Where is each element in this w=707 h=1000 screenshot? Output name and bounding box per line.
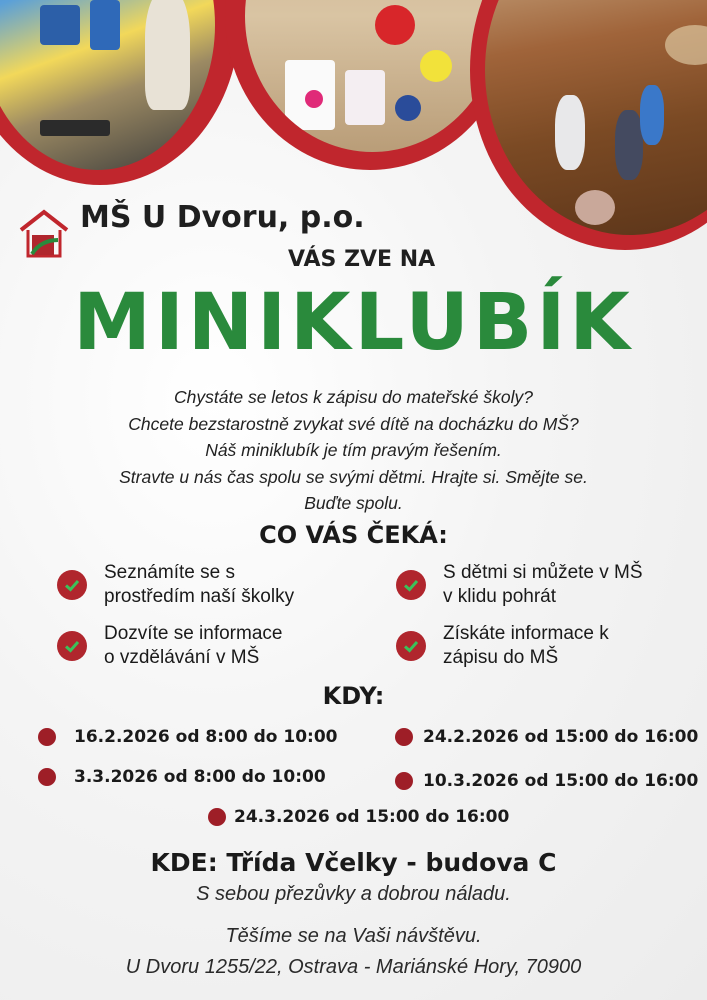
- feature-line: Získáte informace k: [443, 623, 609, 644]
- intro-line: Chystáte se letos k zápisu do mateřské školy?: [174, 387, 533, 407]
- feature-line: o vzdělávání v MŠ: [104, 647, 260, 668]
- location-heading: KDE: Třída Včelky - budova C: [150, 848, 557, 877]
- dot-icon: [38, 768, 56, 786]
- section-heading-when: KDY:: [322, 682, 385, 710]
- feature-item: [396, 561, 643, 609]
- org-name: MŠ U Dvoru, p.o.: [80, 200, 365, 235]
- feature-item: [57, 561, 294, 609]
- feature-item: [57, 622, 282, 670]
- date-item: [395, 771, 698, 791]
- date-text: 3.3.2026 od 8:00 do 10:00: [74, 767, 326, 787]
- date-item: [395, 727, 698, 747]
- date-item: [38, 767, 326, 787]
- intro-line: Stravte u nás čas spolu se svými dětmi. Hrajte si. Smějte se.: [119, 466, 588, 487]
- house-logo-icon: [18, 208, 70, 260]
- check-circle-icon: [57, 631, 87, 661]
- feature-line: S dětmi si můžete v MŠ: [443, 562, 643, 583]
- event-title: MINIKLUBÍK: [73, 278, 634, 368]
- section-heading-what: CO VÁS ČEKÁ:: [259, 521, 448, 549]
- date-text: 10.3.2026 od 15:00 do 16:00: [423, 771, 699, 791]
- feature-line: Seznámíte se s: [104, 562, 235, 583]
- bring-note: S sebou přezůvky a dobrou náladu.: [196, 883, 511, 905]
- intro-line: Buďte spolu.: [304, 493, 403, 513]
- dot-icon: [395, 728, 413, 746]
- check-circle-icon: [396, 570, 426, 600]
- closing-note: Těšíme se na Vaši návštěvu.: [225, 925, 482, 947]
- date-item: [38, 727, 337, 747]
- date-text: 24.3.2026 od 15:00 do 16:00: [234, 807, 510, 827]
- check-circle-icon: [57, 570, 87, 600]
- feature-line: Dozvíte se informace: [104, 623, 283, 644]
- date-text: 24.2.2026 od 15:00 do 16:00: [423, 727, 699, 747]
- feature-line: prostředím naší školky: [104, 586, 295, 607]
- dot-icon: [395, 772, 413, 790]
- dot-icon: [208, 808, 226, 826]
- intro-line: Chcete bezstarostně zvykat své dítě na docházku do MŠ?: [128, 413, 579, 434]
- date-item: [208, 807, 509, 827]
- feature-item: [396, 622, 609, 670]
- feature-line: zápisu do MŠ: [443, 647, 559, 668]
- check-circle-icon: [396, 631, 426, 661]
- intro-line: Náš miniklubík je tím pravým řešením.: [205, 440, 502, 460]
- date-text: 16.2.2026 od 8:00 do 10:00: [74, 727, 338, 747]
- feature-line: v klidu pohrát: [443, 586, 557, 607]
- dot-icon: [38, 728, 56, 746]
- address: U Dvoru 1255/22, Ostrava - Mariánské Hory, 70900: [125, 956, 582, 978]
- invite-text: VÁS ZVE NA: [288, 247, 436, 272]
- intro-text: [0, 384, 707, 517]
